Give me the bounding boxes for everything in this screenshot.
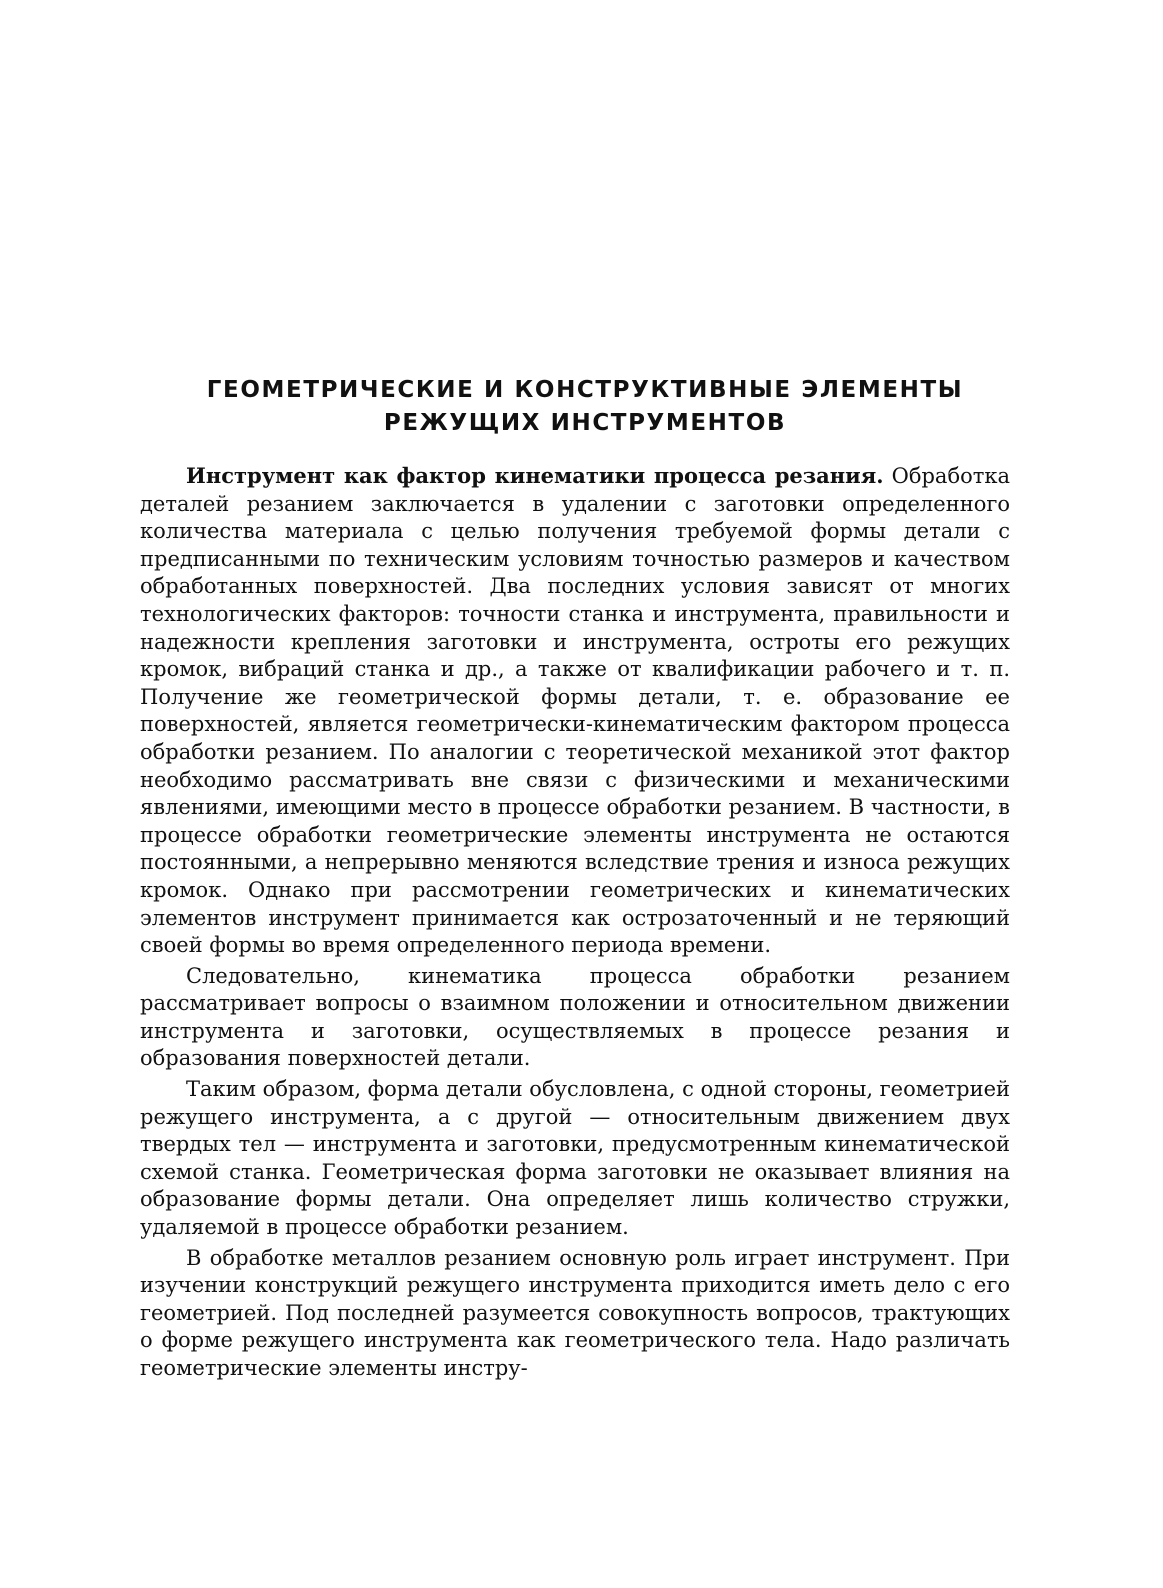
- section-heading: [140, 374, 1030, 440]
- paragraph-1: [140, 462, 1010, 960]
- heading-line-2: РЕЖУЩИХ ИНСТРУМЕНТОВ: [383, 410, 787, 436]
- paragraph-1-text: Обработка деталей резанием заключается в удалении с заготовки определенного количества материала с целью получения требуемой формы детали с предписанными по техническим условиям точностью размеров и качеством обработанных поверхностей. Два последних условия зависят от многих технологических факторов: точности станка и инструмента, правильности и надежности крепления заготовки и инструмента, остроты его режущих кромок, вибраций станка и др., а также от квалификации рабочего и т. п. Получение же геометрической формы детали, т. е. образование ее поверхностей, является геометрически-кинематическим фактором процесса обработки резанием. По аналогии с теоретической механикой этот фактор необходимо рассматривать вне связи с физическими и механическими явлениями, имеющими место в процессе обработки резанием. В частности, в процессе обработки геометрические элементы инструмента не остаются постоянными, а непрерывно меняются вследствие трения и износа режущих кромок. Однако при рассмотрении геометрических и кинематических элементов инструмент принимается как острозаточенный и не теряющий своей формы во время определенного периода времени.: [140, 464, 1010, 958]
- body-text: [140, 462, 1010, 1383]
- paragraph-3: Таким образом, форма детали обусловлена, с одной стороны, геометрией режущего инструмента, а с другой — относительным движением двух твердых тел — инструмента и заготовки, предусмотренным кинематической схемой станка. Геометрическая форма заготовки не оказывает влияния на образование формы детали. Она определяет лишь количество стружки, удаляемой в процессе обработки резанием.: [140, 1077, 1010, 1240]
- paragraph-4: В обработке металлов резанием основную роль играет инструмент. При изучении конструкций режущего инструмента приходится иметь дело с его геометрией. Под последней разумеется совокупность вопросов, трактующих о форме режущего инструмента как геометрического тела. Надо различать геометрические элементы инстру-: [140, 1245, 1010, 1380]
- heading-line-1: ГЕОМЕТРИЧЕСКИЕ И КОНСТРУКТИВНЫЕ ЭЛЕМЕНТЫ: [206, 377, 964, 403]
- paragraph-lead-heading: Инструмент как фактор кинематики процесса резания.: [186, 463, 884, 488]
- paragraph-2: Следовательно, кинематика процесса обработки резанием рассматривает вопросы о взаимном положении и относительном движении инструмента и заготовки, осуществляемых в процессе резания и образования поверхностей детали.: [140, 963, 1010, 1071]
